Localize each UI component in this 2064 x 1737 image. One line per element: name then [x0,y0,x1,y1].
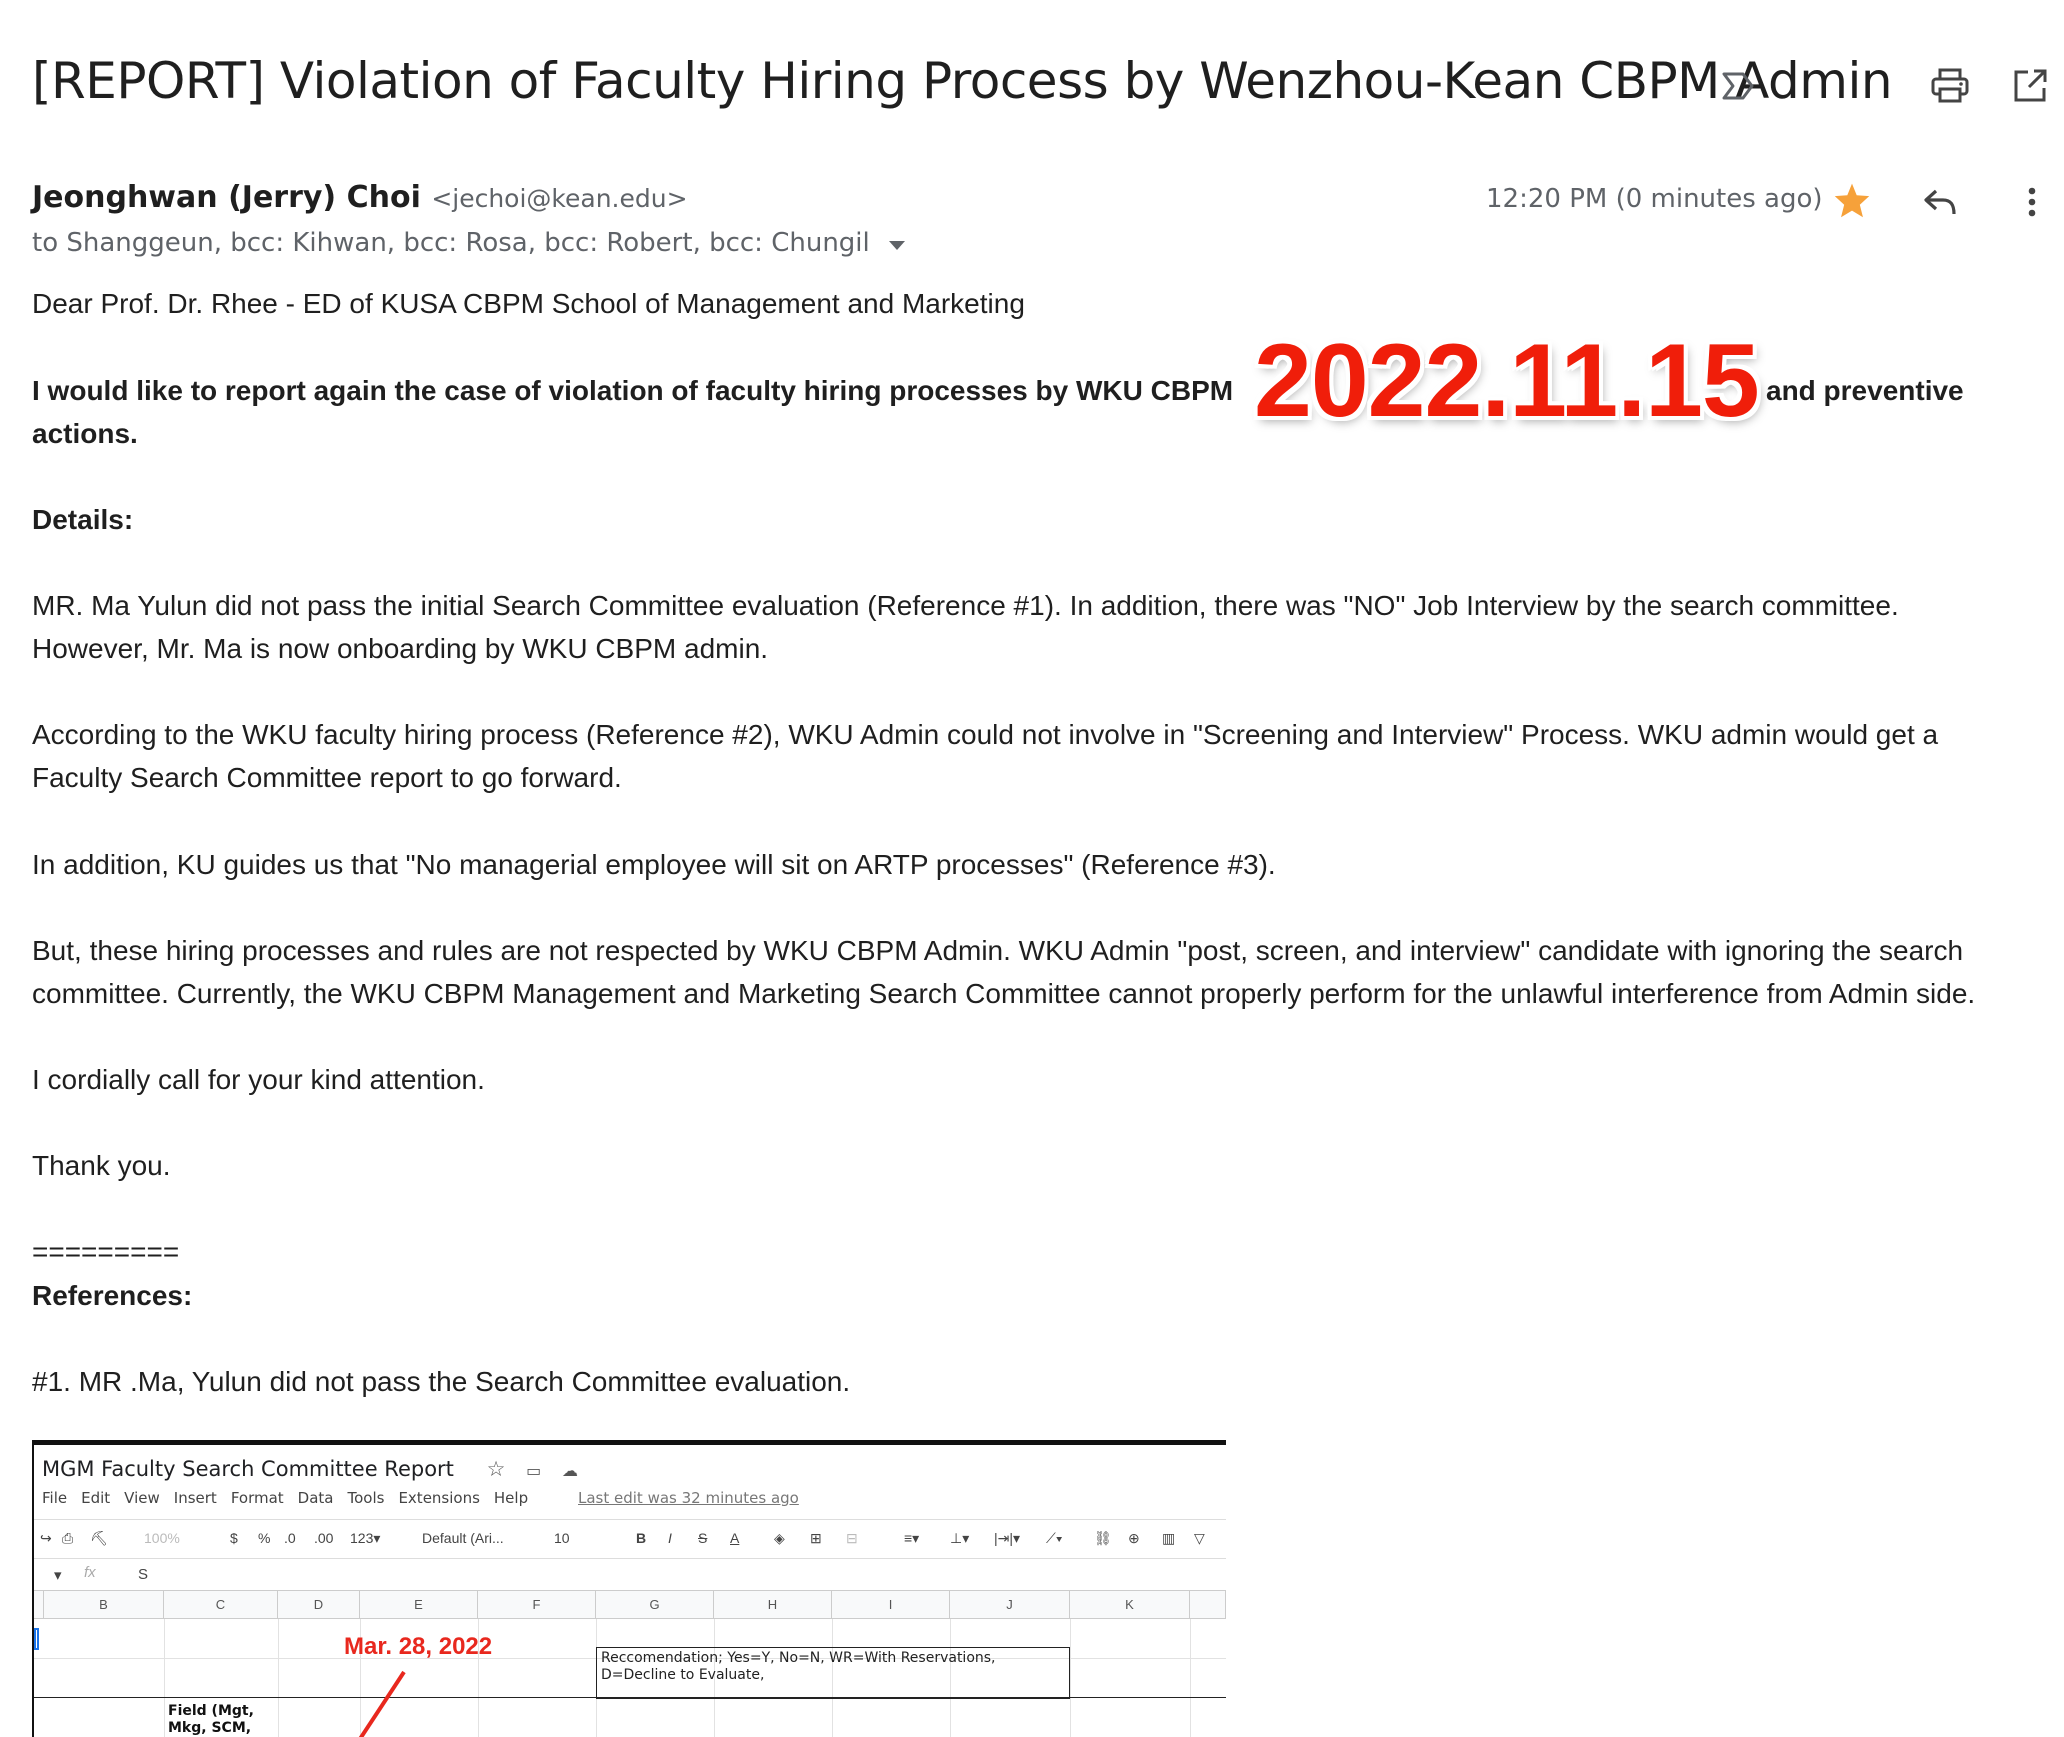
column-header: E [360,1591,478,1619]
open-new-window-icon[interactable] [2006,62,2054,110]
row-header-corner [34,1591,44,1619]
paragraph-4-line-2: committee. Currently, the WKU CBPM Management and Marketing Search Committee cannot properly perform for the unlawful interference from Admin side. [32,978,1976,1009]
paragraph-1-line-1: MR. Ma Yulun did not pass the initial Search Committee evaluation (Reference #1). In addition, there was "NO" Job Interview by the search committee. [32,590,1899,621]
thanks-line: Thank you. [32,1150,171,1181]
paragraph-3: In addition, KU guides us that "No managerial employee will sit on ARTP processes" (Reference #3). [32,849,1276,880]
separator: ========= [32,1236,180,1267]
details-heading: Details: [32,504,134,535]
sheet-menu-item: Data [297,1489,334,1507]
reference-1: #1. MR .Ma, Yulun did not pass the Search Committee evaluation. [32,1366,851,1397]
paint-format-icon: ⛏ [90,1530,108,1546]
timestamp: 12:20 PM (0 minutes ago) [1486,184,1823,214]
sheet-menu-item: Extensions [398,1489,480,1507]
sender-email: <jechoi@kean.edu> [431,184,688,213]
paragraph-2-line-2: Faculty Search Committee report to go forward. [32,762,622,793]
percent-icon: % [258,1530,271,1546]
font-size-value: 10 [554,1530,570,1546]
formula-value: S [138,1566,149,1583]
annotation-arrow-icon [334,1667,424,1737]
sheet-menu-item: Help [493,1489,529,1507]
more-vert-icon[interactable] [2010,180,2054,224]
borders-icon: ⊞ [810,1530,822,1546]
increase-decimal-icon: .00 [314,1530,334,1546]
star-outline-icon: ☆ [486,1457,506,1481]
column-header-overflow [1190,1591,1226,1619]
link-icon: ⛓ [1094,1530,1112,1546]
references-heading: References: [32,1280,193,1311]
column-header: C [164,1591,278,1619]
sheet-menu-item: Edit [81,1489,111,1507]
text-color-icon: A [730,1530,740,1546]
decrease-decimal-icon: .0 [284,1530,296,1546]
sheet-menu-item: Insert [173,1489,217,1507]
field-cell: Field (Mgt, Mkg, SCM, [168,1703,254,1736]
move-folder-icon: ▭ [526,1461,542,1480]
paragraph-1-line-2: However, Mr. Ma is now onboarding by WKU CBPM admin. [32,633,769,664]
sheet-menu-item: Format [230,1489,284,1507]
sheet-print-icon: ⎙ [62,1530,74,1546]
recipients-line [32,228,906,259]
date-stamp-overlay: 2022.11.15 [1254,323,1759,439]
cloud-icon: ☁ [561,1461,578,1480]
redo-icon: ↪ [40,1530,52,1546]
column-header: B [44,1591,164,1619]
currency-icon: $ [230,1530,238,1546]
intro-line-1b: and preventive [1766,375,1964,406]
sheet-toolbar [34,1519,1226,1559]
reply-icon[interactable] [1918,180,1962,224]
align-icon: ≡▾ [904,1530,920,1546]
rotate-icon: ⟋▾ [1046,1530,1063,1546]
column-header: G [596,1591,714,1619]
greeting: Dear Prof. Dr. Rhee - ED of KUSA CBPM School of Management and Marketing [32,288,1025,319]
intro-line-2: actions. [32,418,138,449]
paragraph-4-line-1: But, these hiring processes and rules are not respected by WKU CBPM Admin. WKU Admin "post, screen, and interview" candidate with ignoring the search [32,935,1964,966]
italic-icon: I [668,1530,672,1546]
embedded-sheet-screenshot [32,1440,1226,1737]
sender-name[interactable]: Jeonghwan (Jerry) Choi [32,180,421,215]
annotation-date: Mar. 28, 2022 [344,1633,493,1660]
paragraph-5: I cordially call for your kind attention. [32,1064,485,1095]
wrap-icon: |⇥|▾ [994,1530,1021,1546]
more-formats-icon: 123▾ [350,1530,381,1546]
name-box-chevron-icon: ▾ [54,1567,62,1584]
chart-icon: ▥ [1162,1530,1176,1546]
sheet-menu [42,1489,542,1507]
star-icon[interactable] [1830,178,1874,222]
merge-cells-icon: ⊟ [846,1530,858,1546]
font-family-value: Default (Ari... [422,1530,504,1546]
sheet-menu-item: Tools [347,1489,385,1507]
column-header: J [950,1591,1070,1619]
column-header: D [278,1591,360,1619]
fx-icon: fx [84,1564,96,1581]
column-header: K [1070,1591,1190,1619]
column-header: H [714,1591,832,1619]
column-header: I [832,1591,950,1619]
bold-icon: B [636,1530,647,1546]
sheet-last-edit: Last edit was 32 minutes ago [578,1489,799,1507]
paragraph-2-line-1: According to the WKU faculty hiring process (Reference #2), WKU Admin could not involve in "Screening and Interview" Process. WKU admin would get a [32,719,1939,750]
sender-row [32,180,688,215]
chevron-down-icon[interactable] [888,229,906,259]
formula-bar [34,1559,1226,1591]
comment-icon: ⊕ [1128,1530,1140,1546]
valign-icon: ⊥▾ [950,1530,970,1546]
intro-line-1a: I would like to report again the case of violation of faculty hiring processes by WKU CBPM [32,375,1234,406]
sheet-menu-item: View [124,1489,160,1507]
sheet-title: MGM Faculty Search Committee Report ☆ ▭ ☁ [42,1457,578,1481]
filter-icon: ▽ [1194,1530,1205,1546]
recommendation-cell: Reccomendation; Yes=Y, No=N, WR=With Reservations, D=Decline to Evaluate, [596,1647,1070,1699]
zoom-value: 100% [144,1530,180,1546]
column-header: F [478,1591,596,1619]
sheet-menu-item: File [42,1489,68,1507]
recipients-text: to Shanggeun, bcc: Kihwan, bcc: Rosa, bcc: Robert, bcc: Chungil [32,228,870,258]
email-subject: [REPORT] Violation of Faculty Hiring Process by Wenzhou-Kean CBPM Admin [32,52,1893,110]
fill-color-icon: ◈ [774,1530,785,1546]
print-icon[interactable] [1926,62,1974,110]
label-arrow-icon[interactable] [1718,66,1758,106]
strikethrough-icon: S [698,1530,708,1546]
